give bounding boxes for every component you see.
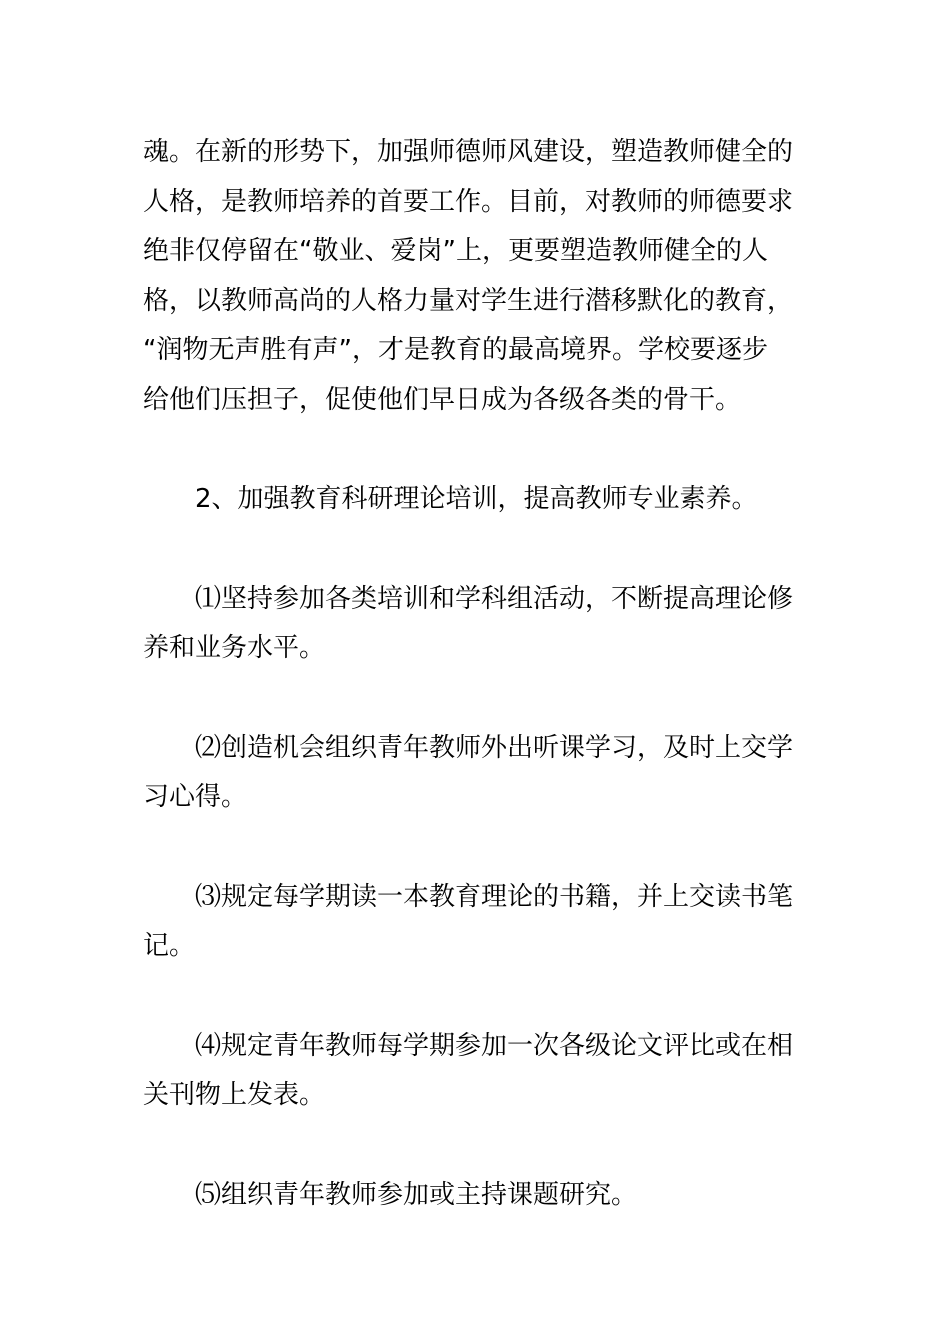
text-line: 记。 (143, 931, 196, 961)
paragraph-spacer (143, 674, 808, 724)
text-line: 关刊物上发表。 (143, 1080, 326, 1110)
text-line: ⑶规定每学期读一本教育理论的书籍，并上交读书笔 (195, 881, 794, 912)
text-line: 魂。在新的形势下，加强师德师风建设，塑造教师健全的 (143, 137, 794, 167)
list-item-2 (143, 724, 808, 823)
section-heading-research-training (143, 475, 808, 525)
text-line: 习心得。 (143, 782, 248, 812)
text-line: “润物无声胜有声”，才是教育的最高境界。学校要逐步 (143, 335, 768, 365)
text-line: ⑵创造机会组织青年教师外出听课学习，及时上交学 (195, 732, 794, 763)
text-line: 人格，是教师培养的首要工作。目前，对教师的师德要求 (143, 186, 794, 217)
text-line: 绝非仅停留在“敬业、爱岗”上，更要塑造教师健全的人 (143, 236, 768, 266)
paragraph-spacer (143, 425, 808, 475)
list-item-5 (143, 1171, 808, 1221)
list-item-1 (143, 575, 808, 674)
text-line: 格，以教师高尚的人格力量对学生进行潜移默化的教育， (143, 285, 794, 316)
text-line: 2、加强教育科研理论培训，提高教师专业素养。 (195, 484, 758, 514)
list-item-3 (143, 873, 808, 972)
text-line: ⑴坚持参加各类培训和学科组活动，不断提高理论修 (195, 583, 794, 614)
text-line: 给他们压担子，促使他们早日成为各级各类的骨干。 (143, 384, 742, 415)
text-line: ⑸组织青年教师参加或主持课题研究。 (195, 1179, 638, 1210)
paragraph-spacer (143, 525, 808, 575)
list-item-4 (143, 1022, 808, 1121)
text-line: ⑷规定青年教师每学期参加一次各级论文评比或在相 (195, 1030, 794, 1061)
paragraph-spacer (143, 1121, 808, 1171)
document-body (143, 128, 808, 1220)
paragraph-spacer (143, 823, 808, 873)
text-line: 养和业务水平。 (143, 633, 326, 663)
paragraph-spacer (143, 972, 808, 1022)
paragraph-teacher-ethics (143, 128, 808, 425)
